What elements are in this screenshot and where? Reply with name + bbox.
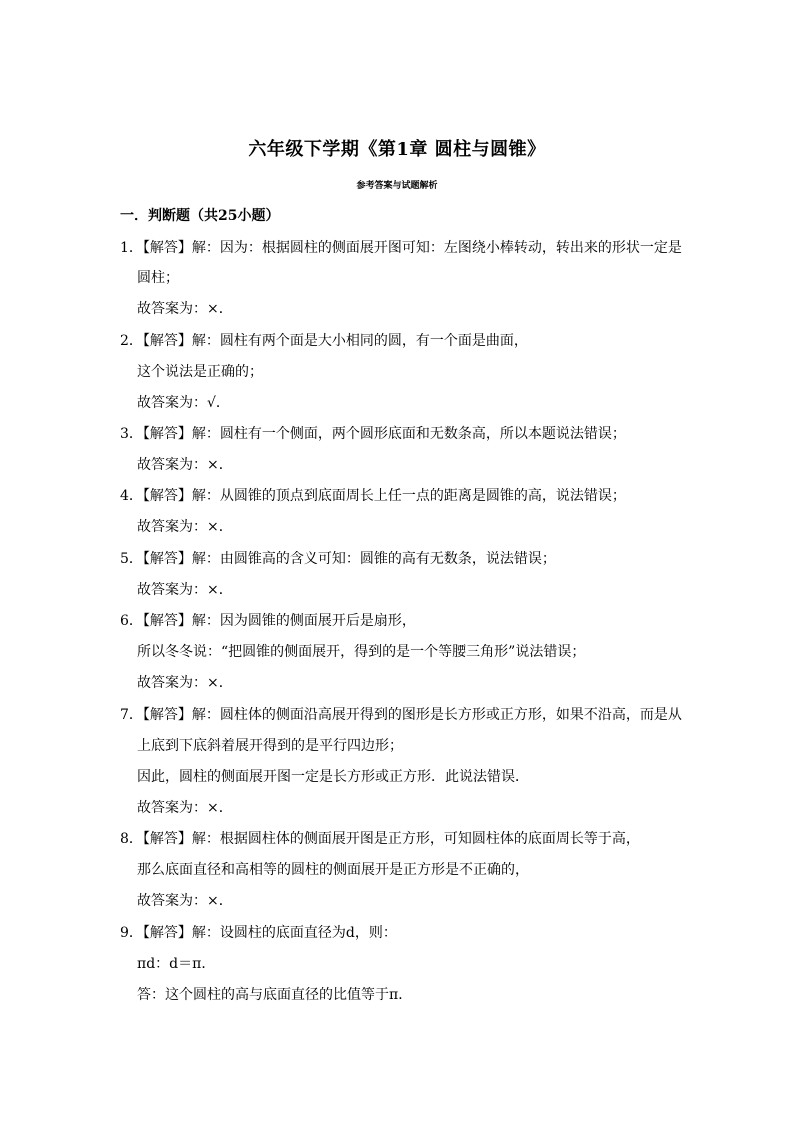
answer-tag: 【解答】 [142, 707, 192, 723]
section-heading: 一．判断题（共25小题） [120, 208, 280, 224]
answer-tag: 【解答】 [142, 551, 192, 567]
answer-tag: 【解答】 [142, 488, 192, 504]
answer-1-line-2: 圆柱； [137, 270, 179, 286]
answer-8-line-3: 故答案为：×． [137, 893, 233, 909]
answer-text: 解：圆柱有两个面是大小相同的圆，有一个面是曲面， [191, 333, 528, 349]
page-title: 六年级下学期《第1章 圆柱与圆锥》 [248, 139, 546, 160]
answer-tag: 【解答】 [142, 333, 192, 349]
answer-text: 解：由圆锥高的含义可知：圆锥的高有无数条，说法错误； [191, 551, 556, 567]
item-number: 4． [120, 488, 143, 504]
answer-2-line-2: 这个说法是正确的； [137, 364, 263, 380]
answer-1-line-3: 故答案为：×． [137, 301, 233, 317]
answer-7-line-4: 故答案为：×． [137, 800, 233, 816]
answer-6-line-3: 故答案为：×． [137, 675, 233, 691]
item-number: 3． [120, 426, 143, 442]
answer-text: 解：根据圆柱体的侧面展开图是正方形，可知圆柱体的底面周长等于高， [191, 831, 640, 847]
answer-5-line-2: 故答案为：×． [137, 582, 233, 598]
answer-text: 解：设圆柱的底面直径为d，则： [191, 925, 397, 941]
answer-9-line-3: 答：这个圆柱的高与底面直径的比值等于π． [137, 987, 413, 1003]
answer-tag: 【解答】 [142, 613, 192, 629]
answer-3-line-2: 故答案为：×． [137, 457, 233, 473]
answer-3-line-1 [120, 424, 626, 444]
answer-5-line-1 [120, 549, 556, 569]
item-number: 2． [120, 333, 143, 349]
item-number: 9． [120, 925, 143, 941]
answer-7-line-1 [120, 705, 682, 725]
answer-4-line-1 [120, 486, 626, 506]
answer-9-line-2: πd：d＝π． [137, 956, 216, 972]
answer-6-line-2: 所以冬冬说：“把圆锥的侧面展开，得到的是一个等腰三角形”说法错误； [137, 644, 586, 660]
answer-text: 解：因为：根据圆柱的侧面展开图可知：左图绕小棒转动，转出来的形状一定是 [191, 240, 682, 256]
item-number: 8． [120, 831, 143, 847]
item-number: 7． [120, 707, 143, 723]
item-number: 6． [120, 613, 143, 629]
answer-7-line-3: 因此，圆柱的侧面展开图一定是长方形或正方形．此说法错误． [137, 769, 529, 785]
answer-8-line-2: 那么底面直径和高相等的圆柱的侧面展开是正方形是不正确的， [137, 862, 529, 878]
page-subtitle: 参考答案与试题解析 [356, 181, 438, 191]
answer-8-line-1 [120, 829, 640, 849]
answer-7-line-2: 上底到下底斜着展开得到的是平行四边形； [137, 738, 403, 754]
answer-2-line-1 [120, 331, 528, 351]
answer-2-line-3: 故答案为：√． [137, 395, 230, 411]
answer-text: 解：圆柱有一个侧面，两个圆形底面和无数条高，所以本题说法错误； [191, 426, 626, 442]
answer-text: 解：因为圆锥的侧面展开后是扇形， [191, 613, 416, 629]
answer-tag: 【解答】 [142, 831, 192, 847]
item-number: 5． [120, 551, 143, 567]
answer-tag: 【解答】 [142, 240, 192, 256]
answer-tag: 【解答】 [142, 925, 192, 941]
answer-tag: 【解答】 [142, 426, 192, 442]
answer-6-line-1 [120, 611, 416, 631]
answer-9-line-1 [120, 923, 397, 943]
answer-1-line-1 [120, 238, 682, 258]
answer-text: 解：从圆锥的顶点到底面周长上任一点的距离是圆锥的高，说法错误； [191, 488, 626, 504]
item-number: 1． [120, 240, 143, 256]
answer-4-line-2: 故答案为：×． [137, 519, 233, 535]
answer-text: 解：圆柱体的侧面沿高展开得到的图形是长方形或正方形，如果不沿高，而是从 [191, 707, 682, 723]
